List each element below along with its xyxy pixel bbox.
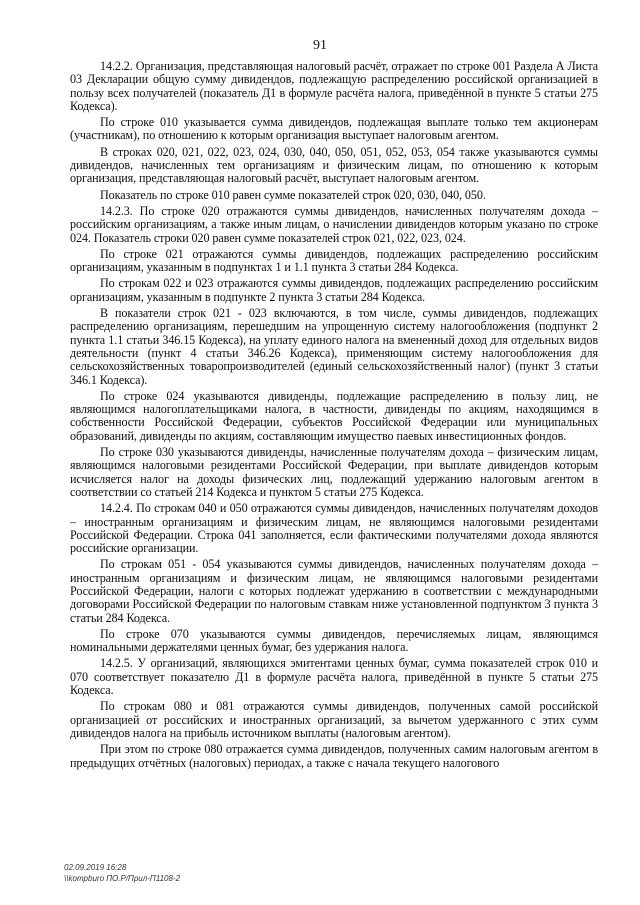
document-body	[70, 60, 598, 773]
footer-file-reference: \\kompburo ПО.Р/Прил-П1108-2	[64, 874, 181, 883]
paragraph: 14.2.4. По строкам 040 и 050 отражаются суммы дивидендов, начисленных получателям доходов – иностранным организациям и физическим лицам, не являющимся налоговыми резидентами Российской Федерации. Строка 041 заполняется, если фактическими получателями дохода являются российские организации.	[70, 501, 598, 556]
paragraph: По строке 030 указываются дивиденды, начисленные получателям дохода – физическим лицам, являющимся налоговыми резидентами Российской Федерации, при выплате дивидендов которым исчисляется налог на доходы физических лиц, подлежащий удержанию налоговым агентом в соответствии со статьей 214 Кодекса и пунктом 5 статьи 275 Кодекса.	[70, 445, 598, 499]
paragraph: 14.2.5. У организаций, являющихся эмитентами ценных бумаг, сумма показателей строк 010 и 070 соответствует показателю Д1 в формуле расчёта налога, приведённой в пункте 5 статьи 275 Кодекса.	[70, 656, 598, 698]
paragraph: По строкам 080 и 081 отражаются суммы дивидендов, полученных самой российской организацией от российских и иностранных организаций, за вычетом удержанного с этих сумм дивидендов налога на прибыль источником выплаты (налоговым агентом).	[70, 699, 598, 740]
paragraph: Показатель по строке 010 равен сумме показателей строк 020, 030, 040, 050.	[100, 187, 486, 202]
paragraph: При этом по строке 080 отражается сумма дивидендов, полученных самим налоговым агентом в предыдущих отчётных (налоговых) периодах, а также с начала текущего налогового	[70, 742, 598, 770]
paragraph: По строкам 022 и 023 отражаются суммы дивидендов, подлежащих распределению российским организациям, указанным в подпункте 2 пункта 3 статьи 284 Кодекса.	[70, 276, 598, 304]
paragraph: В показатели строк 021 - 023 включаются, в том числе, суммы дивидендов, подлежащих распределению организациям, перешедшим на упрощенную систему налогообложения (подпункт 2 пункта 1.1 статьи 346.15 Кодекса), на уплату единого налога на вмененный доход для отдельных видов деятельности (пункт 4 статьи 346.26 Кодекса), применяющим систему налогообложения для сельскохозяйственных товаропроизводителей (единый сельскохозяйственный налог) (пункт 3 статьи 346.1 Кодекса).	[70, 306, 598, 387]
paragraph: По строке 010 указывается сумма дивидендов, подлежащая выплате только тем акционерам (участникам), по отношению к которым организация выступает налоговым агентом.	[70, 115, 598, 143]
page-number: 91	[313, 38, 327, 53]
paragraph: По строкам 051 - 054 указываются суммы дивидендов, начисленных получателям дохода – иностранным организациям и физическим лицам, не являющимся налоговыми резидентами Российской Федерации, налоги с которых подлежат удержанию в соответствии с международными договорами Российской Федерации по налоговым ставкам ниже установленной подпунктом 3 пункта 3 статьи 284 Кодекса.	[70, 557, 598, 625]
paragraph: 14.2.2. Организация, представляющая налоговый расчёт, отражает по строке 001 Раздела А Листа 03 Декларации общую сумму дивидендов, подлежащую распределению российской организацией в пользу всех получателей (показатель Д1 в формуле расчёта налога, приведённой в пункте 5 статьи 275 Кодекса).	[70, 59, 598, 113]
footer-timestamp: 02.09.2019 16:28	[64, 863, 127, 872]
paragraph: 14.2.3. По строке 020 отражаются суммы дивидендов, начисленных получателям дохода – российским организациям, а также иным лицам, о начислении дивидендов которым указано по строке 024. Показатель строки 020 равен сумме показателей строк 021, 022, 023, 024.	[70, 203, 598, 245]
paragraph: По строке 021 отражаются суммы дивидендов, подлежащих распределению российским организациям, указанным в подпунктах 1 и 1.1 пункта 3 статьи 284 Кодекса.	[70, 246, 598, 275]
page-footer	[64, 862, 180, 884]
paragraph: По строке 070 указываются суммы дивидендов, перечисляемых лицам, являющимся номинальными держателями ценных бумаг, без удержания налога.	[70, 626, 598, 655]
paragraph: В строках 020, 021, 022, 023, 024, 030, 040, 050, 051, 052, 053, 054 также указываются суммы дивидендов, начисленных тем организациям и физическим лицам, по отношению к которым организация, представляющая налоговый расчёт, выступает налоговым агентом.	[70, 144, 598, 186]
paragraph: По строке 024 указываются дивиденды, подлежащие распределению в пользу лиц, не являющимся налогоплательщиками налога, в частности, дивиденды по акциям, находящимся в собственности Российской Федерации, субъектов Российской Федерации или муниципальных образований, дивиденды по акциям, составляющим имущество паевых инвестиционных фондов.	[70, 388, 598, 443]
